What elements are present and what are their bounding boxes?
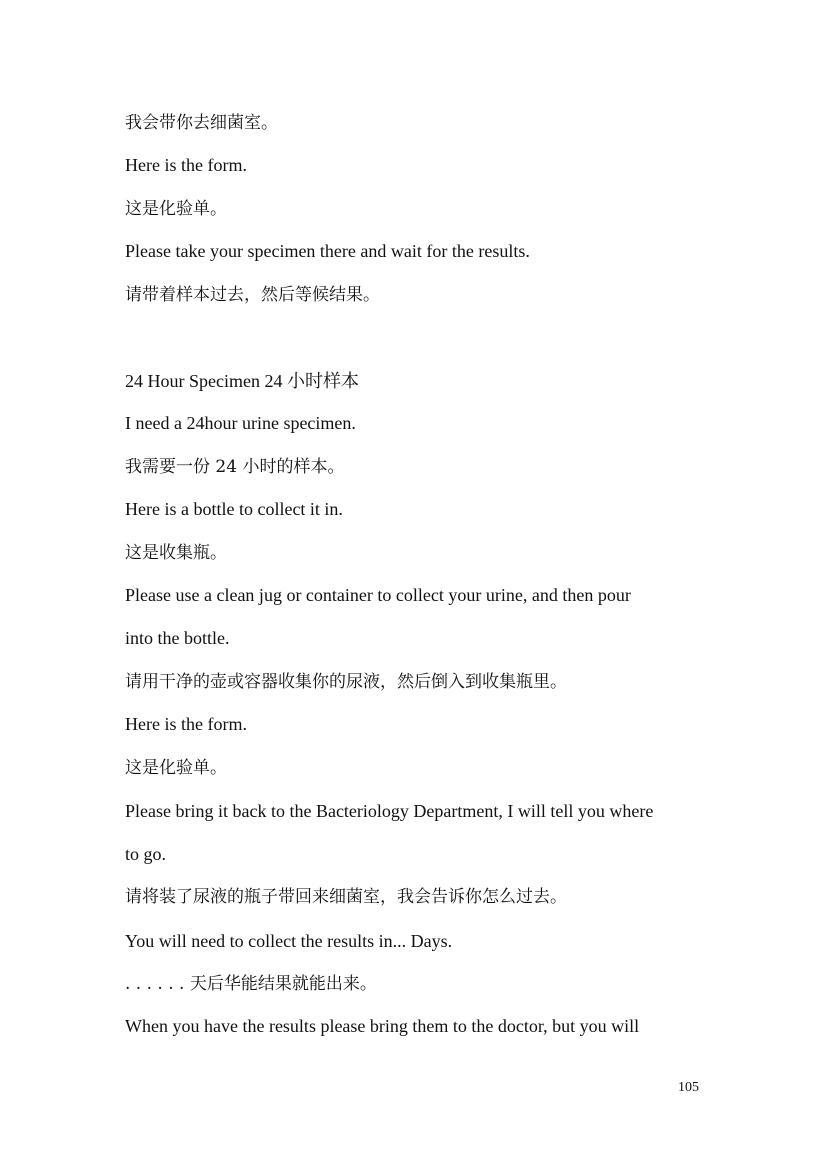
text-line: I need a 24hour urine specimen. <box>125 413 356 433</box>
text-line: 请用干净的壶或容器收集你的尿液，然后倒入到收集瓶里。 <box>125 672 567 692</box>
text-line: 请将装了尿液的瓶子带回来细菌室，我会告诉你怎么过去。 <box>125 887 567 907</box>
text-line: 我会带你去细菌室。 <box>125 113 278 133</box>
text-line: 这是收集瓶。 <box>125 543 227 563</box>
text-line: Here is the form. <box>125 714 247 734</box>
text-line: 这是化验单。 <box>125 199 227 219</box>
section-heading: 24 Hour Specimen 24 小时样本 <box>125 371 359 391</box>
text-line: Here is a bottle to collect it in. <box>125 499 343 519</box>
page-number: 105 <box>678 1080 699 1095</box>
text-line: Please take your specimen there and wait for the results. <box>125 241 530 261</box>
text-line: You will need to collect the results in... Days. <box>125 931 453 951</box>
text-line: to go. <box>125 844 167 864</box>
text-line: 这是化验单。 <box>125 758 227 778</box>
text-line: 请带着样本过去，然后等候结果。 <box>125 285 380 305</box>
text-line: . . . . . . 天后华能结果就能出来。 <box>125 974 377 994</box>
text-line: Please bring it back to the Bacteriology Department, I will tell you where <box>125 801 654 821</box>
text-line: Here is the form. <box>125 155 247 175</box>
text-line: When you have the results please bring them to the doctor, but you will <box>125 1016 640 1036</box>
text-line: Please use a clean jug or container to collect your urine, and then pour <box>125 585 631 605</box>
text-line: into the bottle. <box>125 628 230 648</box>
text-line: 我需要一份 24 小时的样本。 <box>125 457 345 477</box>
